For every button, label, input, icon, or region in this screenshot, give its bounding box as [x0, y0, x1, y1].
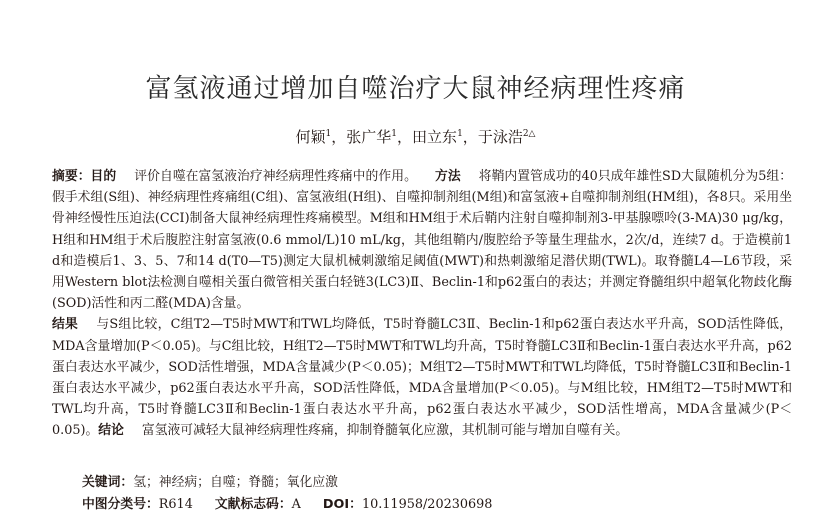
clc-label: 中图分类号：	[82, 497, 159, 512]
author-affiliation: 2△	[522, 129, 536, 139]
author-name: 田立东	[412, 128, 458, 146]
results-label: 结果	[52, 317, 79, 333]
author-affiliation: 1	[391, 129, 398, 139]
article-title: 富氢液通过增加自噬治疗大鼠神经病理性疼痛	[145, 74, 686, 104]
keywords-line	[82, 471, 338, 490]
conclusion-text: 富氢液可减轻大鼠神经病理性疼痛，抑制脊髓氧化应激，其机制可能与增加自噬有关。	[141, 423, 629, 439]
author-affiliation: 1	[457, 129, 463, 139]
classification-line	[82, 493, 492, 512]
methods-text: 将鞘内置管成功的40只成年雄性SD大鼠随机分为5组：假手术组(S组)、神经病理性疼痛组(C组)、富氢液组(H组)、自噬抑制剂组(M组)和富氢液+自噬抑制剂组(HM组)，各8只。采用坐骨神经慢性压迫法(CCI)制备大鼠神经病理性疼痛模型。M组和HM组于术后鞘内注射自噬抑制剂3-甲基腺嘌呤(3-MA)30 μg/kg，H组和HM组于术后腹腔注射富氢液(0.6 mmol/L)10 mL/kg，其他组鞘内/腹腔给予等量生理盐水，2次/d，连续7 d。于造模前1 d和造模后1、3、5、7和14 d(T0—T5)测定大鼠机械刺激缩足阈值(MWT)和热刺激缩足潜伏期(TWL)。取脊髓L4—L6节段，采用Western blot法检测自噬相关蛋白微管相关蛋白轻链3(LC3)Ⅱ、Beclin-1和p62蛋白的表达；并测定脊髓组织中超氧化物歧化酶(SOD)活性和丙二醛(MDA)含量。	[52, 169, 793, 312]
author-list	[0, 126, 831, 147]
author-affiliation: 1	[325, 129, 332, 139]
author-name: 于泳浩	[477, 128, 523, 146]
conclusion-label: 结论	[98, 423, 124, 439]
author-name: 张广华	[346, 128, 392, 146]
keywords-text: 氢；神经病；自噬；脊髓；氧化应激	[133, 475, 338, 490]
doi-label: DOI：	[322, 497, 362, 512]
doi-value: 10.11958/20230698	[361, 497, 493, 512]
abstract	[52, 166, 792, 442]
author-separator: ，	[462, 128, 478, 146]
methods-label: 方法	[434, 169, 461, 184]
results-text: 与S组比较，C组T2—T5时MWT和TWL均降低，T5时脊髓LC3Ⅱ、Beclin-1和p62蛋白表达水平升高，SOD活性降低，MDA含量增加(P＜0.05)。与C组比较，H组T2—T5时MWT和TWL均升高，T5时脊髓LC3Ⅱ和Beclin-1蛋白表达水平升高，p62蛋白表达水平减少，SOD活性增强，MDA含量减少(P＜0.05)；M组T2—T5时MWT和TWL均降低，T5时脊髓LC3Ⅱ和Beclin-1蛋白表达水平减少，p62蛋白表达水平升高，SOD活性降低，MDA含量增加(P＜0.05)。与M组比较，HM组T2—T5时MWT和TWL均升高，T5时脊髓LC3Ⅱ和Beclin-1蛋白表达水平升高，p62蛋白表达水平减少，SOD活性增高，MDA含量减少(P＜0.05)。	[52, 317, 792, 439]
keywords-label: 关键词：	[82, 475, 134, 490]
doccode-value: A	[291, 497, 301, 512]
clc-value: R614	[158, 497, 193, 512]
author-name: 何颖	[295, 128, 326, 146]
doccode-label: 文献标志码：	[214, 497, 292, 512]
objective-label: 目的	[90, 169, 117, 184]
author-separator: ，	[397, 128, 413, 146]
objective-text: 评价自噬在富氢液治疗神经病理性疼痛中的作用。	[134, 169, 417, 184]
author-separator: ，	[331, 128, 347, 146]
abstract-label: 摘要：	[52, 169, 91, 184]
